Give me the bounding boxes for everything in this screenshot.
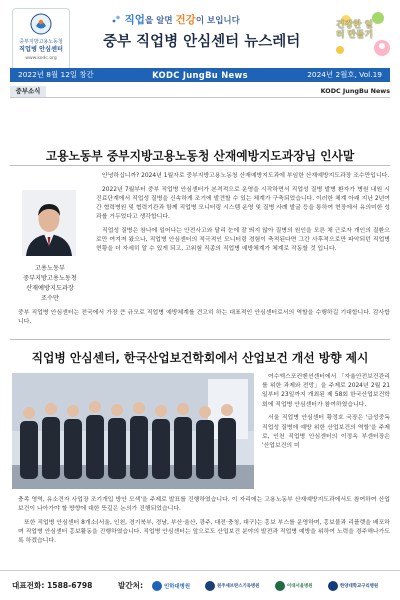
hanyang-logo-icon [328,581,338,591]
center-logo [12,8,70,74]
article2-paragraph: 서울 직업병 안심센터 황정호 국장은 '급성중독 직업성 질병에 예방 위한 산업보건의 역할'을 주제로, 인천 직업병 안심센터의 이정옥 부센터장은 '산업보건의 미 [262,415,390,449]
org-ewha [275,579,312,593]
org-hanyang-label: 한양대학교구리병원 [340,584,379,589]
article1-paragraph: 2022년 7월부터 중부 직업병 안심센터가 본격적으로 운영을 시작하면서 직업성 질병 발병 환자가 병원 내원 시 진료단계에서 직업성 질병을 신속하게 조기에 발견할 수 있는 체계가 구축되었습니다. 이러한 체계 아래 지난 2년여간 협력병원 및 협력기관과 함께 직업병 모니터링 시스템 운영 및 질병 사례 발굴 등을 통하여 현장에서 유의미한 성과를 거두었다고 생각합니다. [96,186,390,221]
article1-divider [10,165,390,166]
article1-body [96,172,390,259]
org-ewha-label: 이대서울병원 [287,584,313,589]
article2-side-body [262,373,390,456]
section-right-label: KODC JungBu News [320,87,390,95]
logo-main-text: 직업병 안심센터 [19,46,63,53]
slogan-part4: 이 보입니다 [195,16,240,26]
article1-paragraph: 직업성 질병은 참나에 일어나는 안전사고와 달리 눈에 잘 띄지 않아 질병의 원인을 모른 채 근로자 개인의 질환으로만 여겨져 왔으나, 직업병 안심센터의 적극적인 모니터링 경험이 축적된다면 그간 사후적으로만 파악되던 직업병 현황을 더 자세히 알 수 있게 되고, 고위험 직종의 직업병 예방체계가 체계로 작동할 것 입니다. [96,228,390,253]
article2-paragraph: 충족 영역, 유소견자 사업장 조기개입 방안 모색'을 주제로 발표를 진행하였습니다. 이 자리에는 고용노동부 산재예방지도과에서도 참여하여 산업보건이 나아가야 할 방향에 대한 뜻깊은 논의가 진행되었습니다. [18,497,390,513]
issue-bar-center: KODC JungBu News [152,70,248,80]
mascot-illustration [332,6,394,64]
org-wonju [205,579,259,593]
org-inha-label: 인하대병원 [164,584,191,590]
org-wonju-label: 원주세브란스기독병원 [217,584,260,589]
ewha-logo-icon [275,581,285,591]
org-inha [152,579,190,593]
article1-title: 고용노동부 중부지방고용노동청 산재예방지도과장님 인사말 [45,149,355,163]
caption-line4: 조수만 [41,295,59,302]
article2-top-divider [10,339,390,340]
portrait-caption [10,264,90,304]
article2-full-body [18,496,390,551]
caption-line1: 고용노동부 [35,265,65,272]
article2-paragraph: 또한 직업병 안심센터 8개소(서울, 인천, 경기북부, 경남, 부산·울산, 광주, 대전·충청, 대구)는 홍보 부스를 운영하며, 홍보물과 리플렛을 배포하며 직업병 안심센터 홍보활동을 진행하였습니다. 직업병 안심센터는 앞으로도 산업보건 분야의 발전과 직업병 예방을 위하여 노력을 경주해나가도록 하겠습니다. [18,519,390,545]
section-bar [10,86,390,98]
slogan [112,12,240,27]
caption-line2: 중부지방고용노동청 [23,275,77,282]
article2-title: 직업병 안심센터, 한국산업보건학회에서 산업보건 개선 방향 제시 [31,351,369,365]
section-label: 중부소식 [10,86,46,97]
issue-bar [10,68,390,82]
article1-paragraph: 안녕하십니까? 2024년 1월자로 중부지방고용노동청 산재예방지도과에 부임한 산재예방지도과장 조수만입니다. [102,173,390,179]
logo-url: www.kodc.org [25,56,57,61]
article2-paragraph: 여수엑스포컨벤션센터에서 「자율안전보건관리를 위한 과제와 전망」을 주제로 2024년 2월 21일부터 23일까지 개최된 제 58회 한국산업보건학회에 직업병 안심센터가 참여하였습니다. [262,374,390,408]
issue-volume: 2024년 2월호, Vol.19 [307,70,382,79]
footer-phone: 대표전화: 1588-6798 [12,581,93,590]
footer [0,570,400,600]
masthead [0,0,400,82]
inha-logo-icon [152,581,162,591]
newsletter-title: 중부 직업병 안심센터 뉴스레터 [103,34,301,50]
caption-line3: 산재예방지도과장 [26,285,74,292]
center-emblem-icon [30,13,52,35]
conference-group-photo [12,373,254,489]
slogan-part3: 건강 [175,14,196,26]
org-hanyang [328,579,378,593]
footer-publisher-label: 발간처: [118,581,144,590]
person-photo-icon [22,190,76,256]
logo-top-text: 중부지방고용노동청 [19,39,63,45]
wonju-logo-icon [205,581,215,591]
group-photo-icon [12,373,254,489]
slogan-part2: 을 알면 [144,16,176,26]
mascot-text: 건강한 일터 만들기 [336,20,374,40]
slogan-part1: 직업 [124,14,145,26]
official-portrait [22,190,76,256]
article1-closing: 중부 직업병 안심센터는 전국에서 가장 큰 규모로 직업병 예방체계를 견고히 하는 대표적인 안심센터로서의 역할을 수행하길 기대합니다. 감사합니다. [18,310,390,326]
slogan-sparkle-icon [112,15,121,24]
issue-founded: 2022년 8월 12일 창간 [18,70,94,79]
